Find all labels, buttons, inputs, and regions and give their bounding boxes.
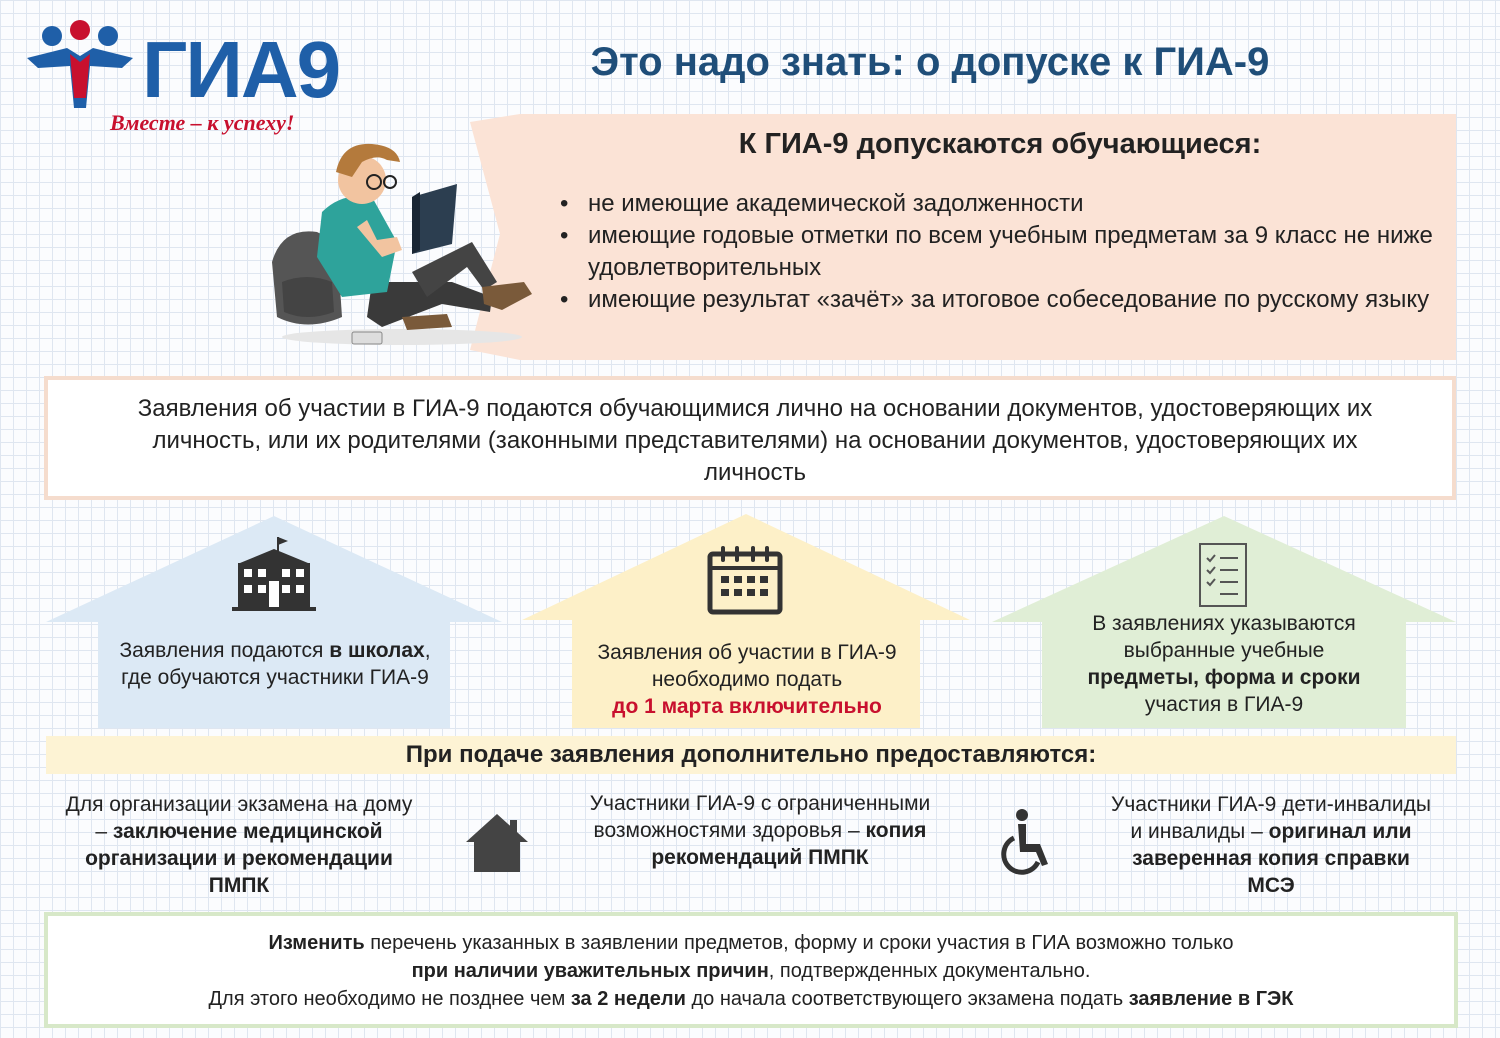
extra-item-home-exam: Для организации экзамена на дому – заключение медицинской организации и рекомендации ПМПК [65,793,413,897]
admission-item: • имеющие результат «зачёт» за итоговое собеседование по русскому языку [560,284,1440,316]
admission-item: • имеющие годовые отметки по всем учебным предметам за 9 класс не ниже удовлетворительных [560,220,1440,284]
extra-item-disabilities: Участники ГИА-9 с ограниченными возможностями здоровья – копия рекомендаций ПМПК [589,792,931,869]
logo-slogan: Вместе – к успеху! [110,110,295,135]
admission-heading: К ГИА-9 допускаются обучающиеся: [738,128,1262,160]
gia9-logo [22,18,352,138]
extra-item-invalids: Участники ГИА-9 дети-инвалиды и инвалиды – оригинал или заверенная копия справки МСЭ [1111,793,1431,897]
house-text-deadline: Заявления об участии в ГИА-9 необходимо подать до 1 марта включительно [597,641,897,718]
change-notice-text: Изменить перечень указанных в заявлении предметов, форму и сроки участия в ГИА возможно только при наличии уважительных причин, подтвержденных документально. Для этого необходимо не позднее чем за 2 недели до начала соответствующего экзамена подать заявление в ГЭК [208,932,1294,1010]
school-building-icon [232,535,316,611]
house-icon [464,812,530,874]
logo-wordmark: ГИА9 [142,25,340,114]
admission-item: • не имеющие академической задолженности [560,188,1440,220]
checklist-icon [1198,542,1248,608]
house-text-schools: Заявления подаются в школах, где обучаются участники ГИА-9 [119,639,431,689]
student-reading-illustration [262,132,542,352]
page-title: Это надо знать: о допуске к ГИА-9 [590,40,1270,84]
logo-figures-icon [22,18,142,118]
admission-list [560,188,1440,316]
applications-notice-text: Заявления об участии в ГИА-9 подаются обучающимися лично на основании документов, удостоверяющих их личность, или их родителями (законными представителями) на основании документов, удостоверяющих их личность [137,395,1373,486]
wheelchair-icon [992,808,1054,876]
house-text-subjects: В заявлениях указываются выбранные учебные предметы, форма и сроки участия в ГИА-9 [1087,612,1361,716]
extra-heading: При подаче заявления дополнительно предоставляются: [405,741,1097,768]
calendar-icon [707,546,783,616]
